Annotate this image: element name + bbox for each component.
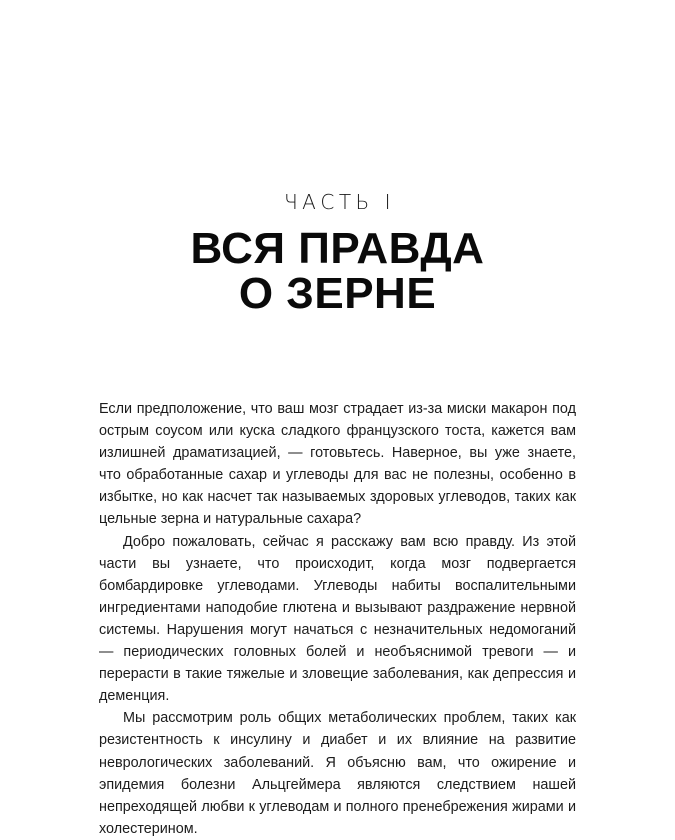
- body-paragraph-1: Если предположение, что ваш мозг страдает из-за миски макарон под острым соусом или куска сладкого французского тоста, кажется вам излишней драматизацией, — готовьтесь. Наверное, вы уже знаете, что обработанные сахар и углеводы для вас не полезны, особенно в избытке, но как насчет так называемых здоровых углеводов, таких как цельные зерна и натуральные сахара?: [99, 401, 576, 528]
- body-paragraph-3: Мы рассмотрим роль общих метаболических проблем, таких как резистентность к инсулину и диабет и их влияние на развитие неврологических заболеваний. Я объясню вам, что ожирение и эпидемия болезни Альцгеймера являются следствием нашей непреходящей любви к углеводам и полного пренебрежения жирами и холестерином.: [99, 710, 576, 837]
- body-paragraph-2: Добро пожаловать, сейчас я расскажу вам всю правду. Из этой части вы узнаете, что происходит, когда мозг подвергается бомбардировке углеводами. Углеводы набиты воспалительными ингредиентами наподобие глютена и вызывают раздражение нервной системы. Нарушения могут начаться с незначительных недомоганий — периодических головных болей и необъяснимой тревоги — и перерасти в такие тяжелые и зловещие заболевания, как депрессия и деменция.: [99, 533, 576, 705]
- part-title-line-2: О ЗЕРНЕ: [238, 269, 437, 318]
- part-title: [0, 226, 675, 316]
- body-text-block: [99, 398, 576, 840]
- part-title-line-1: ВСЯ ПРАВДА: [190, 224, 485, 273]
- part-number-label: ЧАСТЬ I: [283, 190, 396, 214]
- part-title-block: [0, 192, 675, 316]
